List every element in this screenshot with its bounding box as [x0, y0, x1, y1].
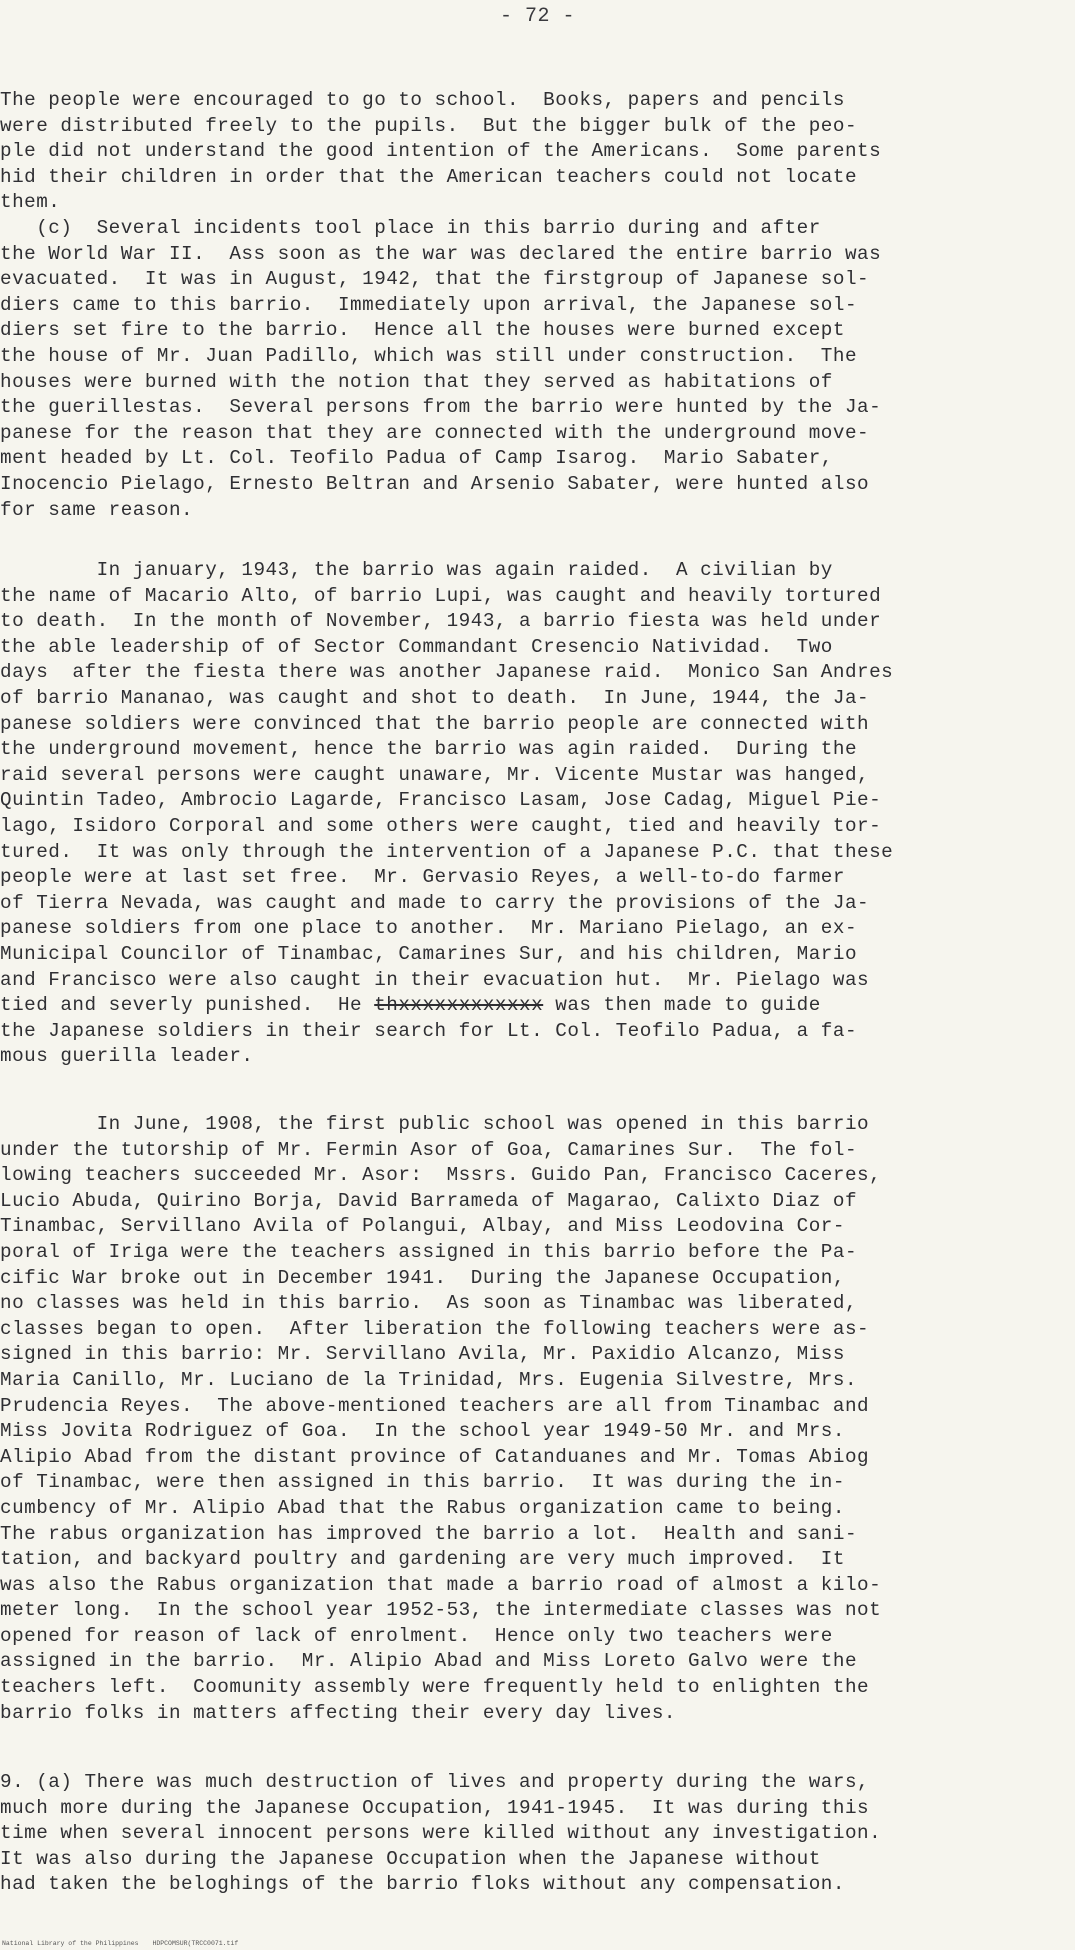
text-line: hid their children in order that the American teachers could not locate: [0, 165, 858, 188]
text-line: Maria Canillo, Mr. Luciano de la Trinidad, Mrs. Eugenia Silvestre, Mrs.: [0, 1368, 858, 1391]
text-line: much more during the Japanese Occupation, 1941-1945. It was during this: [0, 1796, 870, 1819]
text-line: Prudencia Reyes. The above-mentioned teachers are all from Tinambac and: [0, 1394, 870, 1417]
text-line: for same reason.: [0, 498, 194, 521]
footer-file: HDPCOMSUR(TRCC0071.tif: [152, 1940, 239, 1947]
text-line: panese soldiers from one place to another. Mr. Mariano Pielago, an ex-: [0, 917, 858, 940]
text-line: In january, 1943, the barrio was again raided. A civilian by: [0, 559, 833, 581]
text-line: the able leadership of of Sector Commandant Cresencio Natividad. Two: [0, 635, 833, 658]
text-line: evacuated. It was in August, 1942, that the firstgroup of Japanese sol-: [0, 268, 870, 291]
text-line: time when several innocent persons were killed without any investigation.: [0, 1822, 882, 1845]
text-line: Quintin Tadeo, Ambrocio Lagarde, Francisco Lasam, Jose Cadag, Miguel Pie-: [0, 789, 882, 812]
text-line: tured. It was only through the intervention of a Japanese P.C. that these: [0, 840, 894, 863]
text-line: of Tinambac, were then assigned in this barrio. It was during the in-: [0, 1471, 845, 1494]
page-number: - 72 -: [499, 5, 575, 28]
text-line: mous guerilla leader.: [0, 1045, 254, 1068]
text-line: no classes was held in this barrio. As soon as Tinambac was liberated,: [0, 1292, 858, 1315]
text-line: 9. (a) There was much destruction of lives and property during the wars,: [0, 1771, 870, 1793]
text-line: assigned in the barrio. Mr. Alipio Abad and Miss Loreto Galvo were the: [0, 1650, 858, 1673]
text-line: teachers left. Coomunity assembly were frequently held to enlighten the: [0, 1676, 870, 1699]
text-line: the house of Mr. Juan Padillo, which was still under construction. The: [0, 344, 858, 367]
text-line: [0, 993, 893, 1019]
paragraph-intro: [0, 88, 881, 216]
text-line: had taken the beloghings of the barrio floks without any compensation.: [0, 1873, 845, 1896]
paragraph-destruction: [0, 1770, 881, 1898]
text-line: tation, and backyard poultry and gardening are very much improved. It: [0, 1548, 845, 1571]
text-line: were distributed freely to the pupils. But the bigger bulk of the peo-: [0, 114, 858, 137]
footer-library: National Library of the Philippines: [2, 1940, 139, 1947]
paragraph-incidents: [0, 216, 881, 523]
text-line: cific War broke out in December 1941. During the Japanese Occupation,: [0, 1266, 845, 1289]
text-line: was also the Rabus organization that made a barrio road of almost a kilo-: [0, 1573, 882, 1596]
text-line: classes began to open. After liberation the following teachers were as-: [0, 1317, 870, 1340]
text-line: the name of Macario Alto, of barrio Lupi, was caught and heavily tortured: [0, 584, 882, 607]
text-line: It was also during the Japanese Occupation when the Japanese without: [0, 1847, 821, 1870]
text-line: Alipio Abad from the distant province of Catanduanes and Mr. Tomas Abiog: [0, 1445, 870, 1468]
text-line: people were at last set free. Mr. Gervasio Reyes, a well-to-do farmer: [0, 866, 845, 889]
text-line: of Tierra Nevada, was caught and made to carry the provisions of the Ja-: [0, 891, 870, 914]
text-line: raid several persons were caught unaware, Mr. Vicente Mustar was hanged,: [0, 763, 870, 786]
text-line: the underground movement, hence the barrio was agin raided. During the: [0, 738, 858, 761]
text-line: and Francisco were also caught in their evacuation hut. Mr. Pielago was: [0, 968, 870, 991]
text-line: The people were encouraged to go to school. Books, papers and pencils: [0, 89, 845, 111]
scan-footer: [2, 1940, 248, 1948]
text-line: panese for the reason that they are connected with the underground move-: [0, 421, 870, 444]
text-line: to death. In the month of November, 1943, a barrio fiesta was held under: [0, 610, 882, 633]
text-line: houses were burned with the notion that they served as habitations of: [0, 370, 833, 393]
text-line: the guerillestas. Several persons from the barrio were hunted by the Ja-: [0, 396, 882, 419]
text-line: under the tutorship of Mr. Fermin Asor of Goa, Camarines Sur. The fol-: [0, 1138, 858, 1161]
text-line: the Japanese soldiers in their search for Lt. Col. Teofilo Padua, a fa-: [0, 1019, 858, 1042]
text-line: Tinambac, Servillano Avila of Polangui, Albay, and Miss Leodovina Cor-: [0, 1215, 845, 1238]
paragraph-school-history: [0, 1112, 881, 1726]
text-line: In June, 1908, the first public school was opened in this barrio: [0, 1113, 870, 1135]
text-line: signed in this barrio: Mr. Servillano Avila, Mr. Paxidio Alcanzo, Miss: [0, 1343, 845, 1366]
text-line: barrio folks in matters affecting their every day lives.: [0, 1701, 676, 1724]
text-line: ple did not understand the good intention of the Americans. Some parents: [0, 140, 882, 163]
text-line: panese soldiers were convinced that the barrio people are connected with: [0, 712, 870, 735]
text-line: meter long. In the school year 1952-53, the intermediate classes was not: [0, 1599, 882, 1622]
text-line: (c) Several incidents tool place in this barrio during and after: [0, 217, 821, 239]
text-segment: tied and severly punished. He: [0, 994, 375, 1017]
text-line: lowing teachers succeeded Mr. Asor: Mssrs. Guido Pan, Francisco Caceres,: [0, 1164, 882, 1187]
text-line: The rabus organization has improved the barrio a lot. Health and sani-: [0, 1522, 858, 1545]
text-segment: was then made to guide: [543, 994, 821, 1017]
text-line: Municipal Councilor of Tinambac, Camarines Sur, and his children, Mario: [0, 942, 858, 965]
text-line: ment headed by Lt. Col. Teofilo Padua of Camp Isarog. Mario Sabater,: [0, 447, 833, 470]
text-line: cumbency of Mr. Alipio Abad that the Rabus organization came to being.: [0, 1496, 845, 1519]
text-line: diers came to this barrio. Immediately upon arrival, the Japanese sol-: [0, 293, 858, 316]
struck-out-text: thxxxxxxxxxxxx: [374, 994, 544, 1017]
text-line: opened for reason of lack of enrolment. Hence only two teachers were: [0, 1624, 833, 1647]
text-line: of barrio Mananao, was caught and shot to death. In June, 1944, the Ja-: [0, 686, 870, 709]
text-line: diers set fire to the barrio. Hence all the houses were burned except: [0, 319, 845, 342]
text-line: lago, Isidoro Corporal and some others were caught, tied and heavily tor-: [0, 814, 882, 837]
text-line: the World War II. Ass soon as the war was declared the entire barrio was: [0, 242, 882, 265]
text-line: days after the fiesta there was another Japanese raid. Monico San Andres: [0, 661, 894, 684]
text-line: Miss Jovita Rodriguez of Goa. In the school year 1949-50 Mr. and Mrs.: [0, 1420, 845, 1443]
text-line: Inocencio Pielago, Ernesto Beltran and Arsenio Sabater, were hunted also: [0, 472, 870, 495]
text-line: poral of Iriga were the teachers assigned in this barrio before the Pa-: [0, 1240, 858, 1263]
text-line: them.: [0, 191, 61, 214]
text-line: Lucio Abuda, Quirino Borja, David Barrameda of Magarao, Calixto Diaz of: [0, 1189, 858, 1212]
paragraph-raids: [0, 558, 893, 1070]
